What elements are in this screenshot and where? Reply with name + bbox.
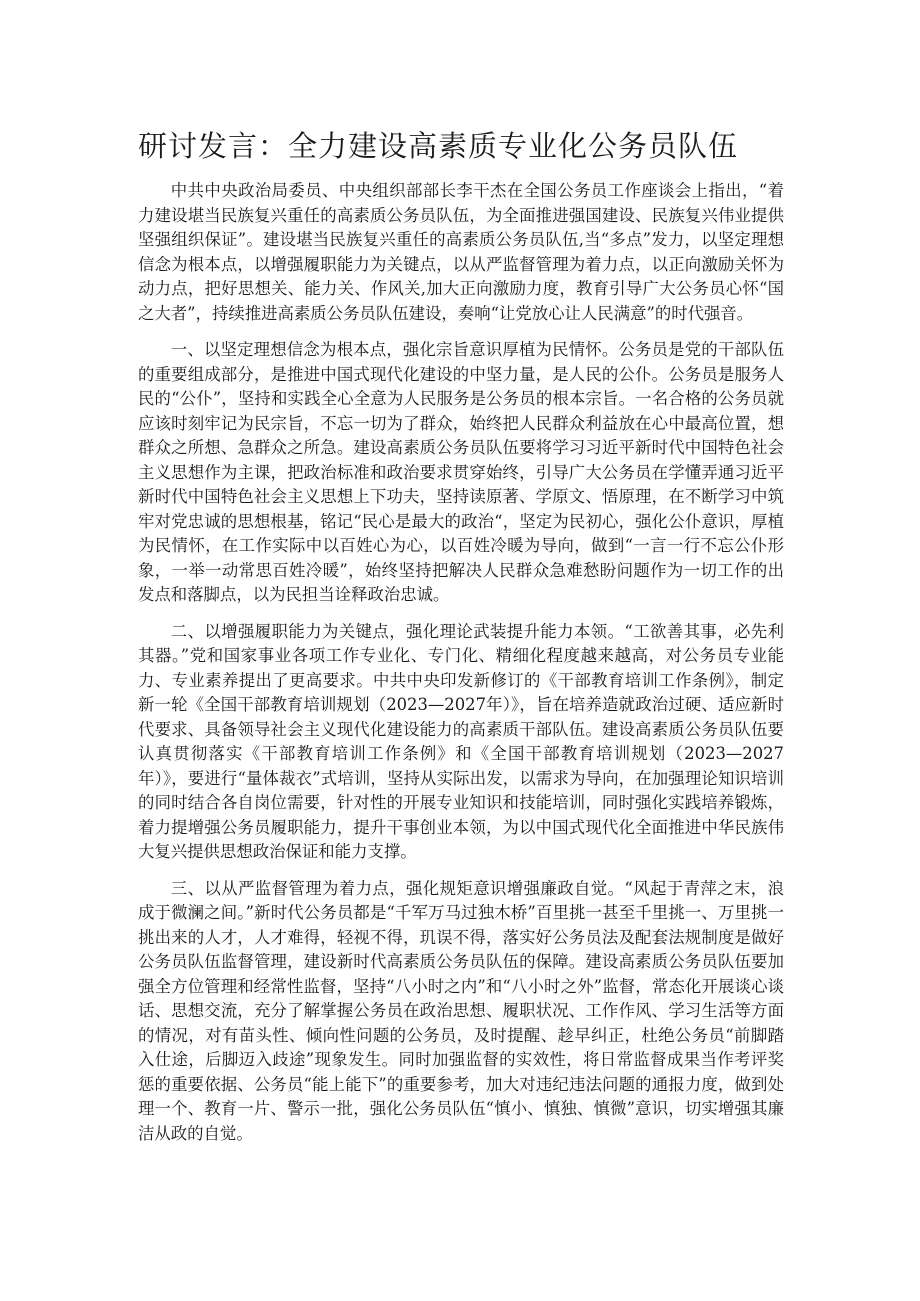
paragraph-section-3: 三、以从严监督管理为着力点，强化规矩意识增强廉政自觉。“风起于青萍之末，浪成于微澜之间。”新时代公务员都是“千军万马过独木桥”百里挑一甚至千里挑一、万里挑一挑出来的人才，人才难得，轻视不得，玑误不得，落实好公务员法及配套法规制度是做好公务员队伍监督管理，建设新时代高素质公务员队伍的保障。建设高素质公务员队伍要加强全方位管理和经常性监督，坚持“八小时之内”和“八小时之外”监督，常态化开展谈心谈话、思想交流，充分了解掌握公务员在政治思想、履职状况、工作作风、学习生活等方面的情况，对有苗头性、倾向性问题的公务员，及时提醒、趁早纠正，杜绝公务员“前脚踏入仕途，后脚迈入歧途”现象发生。同时加强监督的实效性，将日常监督成果当作考评奖惩的重要依据、公务员“能上能下”的重要参考，加大对违纪违法问题的通报力度，做到处理一个、教育一片、警示一批，强化公务员队伍“慎小、慎独、慎微”意识，切实增强其廉洁从政的自觉。 (138, 878, 784, 1143)
document-title: 研讨发言：全力建设高素质专业化公务员队伍 (138, 129, 739, 163)
paragraph-intro: 中共中央政治局委员、中央组织部部长李干杰在全国公务员工作座谈会上指出，“着力建设堪当民族复兴重任的高素质公务员队伍，为全面推进强国建设、民族复兴伟业提供坚强组织保证”。建设堪当民族复兴重任的高素质公务员队伍,当“多点”发力，以坚定理想信念为根本点，以增强履职能力为关键点，以从严监督管理为着力点，以正向激励关怀为动力点，把好思想关、能力关、作风关,加大正向激励力度，教育引导广大公务员心怀“国之大者”，持续推进高素质公务员队伍建设，奏响“让党放心让人民满意”的时代强音。 (138, 181, 784, 323)
document-body (138, 179, 784, 1158)
paragraph-section-1: 一、以坚定理想信念为根本点，强化宗旨意识厚植为民情怀。公务员是党的干部队伍的重要组成部分，是推进中国式现代化建设的中坚力量，是人民的公仆。公务员是服务人民的“公仆”，坚持和实践全心全意为人民服务是公务员的根本宗旨。一名合格的公务员就应该时刻牢记为民宗旨，不忘一切为了群众，始终把人民群众利益放在心中最高位置，想群众之所想、急群众之所急。建设高素质公务员队伍要将学习习近平新时代中国特色社会主义思想作为主课，把政治标准和政治要求贯穿始终，引导广大公务员在学懂弄通习近平新时代中国特色社会主义思想上下功夫，坚持读原著、学原文、悟原理，在不断学习中筑牢对党忠诚的思想根基，铭记“民心是最大的政治“，坚定为民初心，强化公仆意识，厚植为民情怀，在工作实际中以百姓心为心，以百姓冷暖为导向，做到“一言一行不忘公仆形象，一举一动常思百姓冷暖”，始终坚持把解决人民群众急难愁盼问题作为一切工作的出发点和落脚点，以为民担当诠释政治忠诚。 (138, 340, 784, 604)
paragraph-section-2: 二、以增强履职能力为关键点，强化理论武装提升能力本领。“工欲善其事，必先利其器。”党和国家事业各项工作专业化、专门化、精细化程度越来越高，对公务员专业能力、专业素养提出了更高要求。中共中央印发新修订的《干部教育培训工作条例》，制定新一轮《全国干部教育培训规划（2023—2027年）》，旨在培养造就政治过硬、适应新时代要求、具备领导社会主义现代化建设能力的高素质干部队伍。建设高素质公务员队伍要认真贯彻落实《干部教育培训工作条例》和《全国干部教育培训规划（2023—2027年）》，要进行“量体裁衣”式培训，坚持从实际出发，以需求为导向，在加强理论知识培训的同时结合各自岗位需要，针对性的开展专业知识和技能培训，同时强化实践培养锻炼，着力提增强公务员履职能力，提升干事创业本领，为以中国式现代化全面推进中华民族伟大复兴提供思想政治保证和能力支撑。 (138, 621, 784, 861)
